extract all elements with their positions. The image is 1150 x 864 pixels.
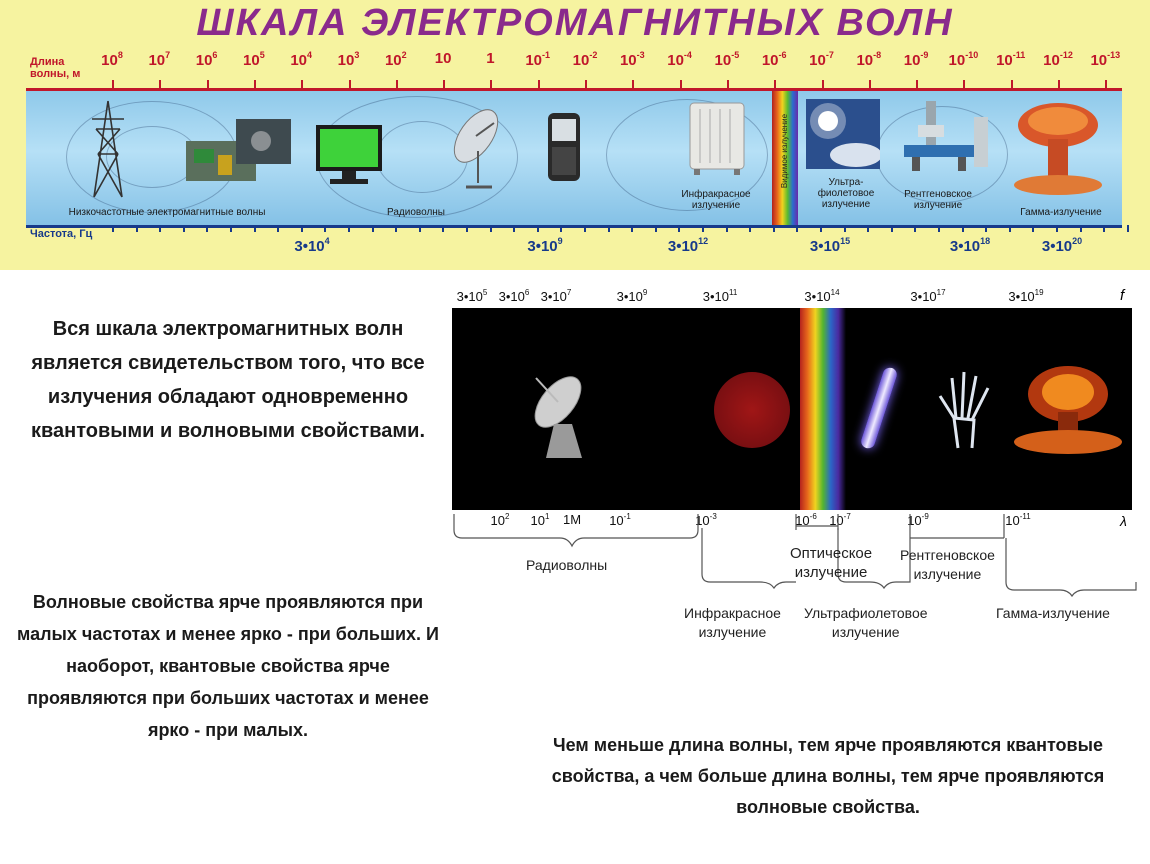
tick-mark	[1009, 225, 1011, 232]
tick-label	[617, 288, 648, 304]
tick-base: 3•10	[456, 289, 483, 304]
tick-mark	[254, 80, 256, 88]
tick-base: 10	[101, 52, 118, 69]
tick-mark	[490, 80, 492, 88]
tick-base: 10	[948, 52, 966, 69]
tick-mark	[230, 225, 232, 232]
tick-mark	[631, 225, 633, 232]
tick-mark	[867, 225, 869, 232]
tick-mark	[891, 225, 893, 232]
tick-mark	[396, 80, 398, 88]
tick-base: 10	[1005, 513, 1020, 528]
tick-label	[668, 236, 708, 255]
tick-base: 3•10	[702, 289, 729, 304]
tick-label	[1042, 236, 1082, 255]
tick-mark	[985, 225, 987, 232]
infrared-glow-icon	[714, 372, 790, 448]
tick-label	[804, 288, 839, 304]
tick-mark	[774, 80, 776, 88]
tick-label	[499, 288, 530, 304]
tick-base: 10	[695, 513, 710, 528]
tick-base: 10	[337, 52, 355, 69]
caption-xray: Рентгеновское излучение	[904, 189, 972, 211]
tick-mark	[443, 80, 445, 88]
tick-label	[762, 50, 787, 69]
tick-base: 3•10	[804, 289, 831, 304]
tick-base: 3•10	[294, 238, 325, 255]
tick-mark	[112, 225, 114, 232]
tick-base: 3•10	[910, 289, 937, 304]
tick-mark	[655, 225, 657, 232]
caption-low-frequency: Низкочастотные электромагнитные волны	[68, 207, 266, 218]
frequency-row-label: Частота, Гц	[30, 228, 93, 240]
tick-base: 10	[434, 50, 452, 67]
tick-base: 10	[1090, 52, 1108, 69]
tick-label	[949, 50, 979, 69]
spectrum-visible-band	[800, 308, 846, 510]
tick-base: 10	[609, 513, 624, 528]
tick-base: 3•10	[1041, 238, 1073, 255]
tick-mark	[466, 225, 468, 232]
tick-mark	[136, 225, 138, 232]
generator-icon	[176, 111, 296, 191]
tick-label	[148, 50, 170, 69]
tick-label	[525, 50, 550, 69]
tick-base: 3•10	[809, 238, 841, 255]
wavelength-axis-symbol: λ	[1120, 513, 1127, 529]
tick-mark	[159, 225, 161, 232]
tick-base: 1М	[562, 512, 582, 527]
tick-mark	[608, 225, 610, 232]
tick-exponent: -8	[873, 50, 882, 60]
tick-mark	[1011, 80, 1013, 88]
band-label-optical	[790, 544, 872, 582]
tick-label	[856, 50, 881, 69]
band-label-infrared	[684, 604, 781, 642]
tick-exponent: -1	[542, 50, 551, 60]
tick-base: 3•10	[1008, 289, 1035, 304]
tick-mark	[537, 225, 539, 232]
tick-mark	[1080, 225, 1082, 232]
tick-mark	[442, 225, 444, 232]
tick-base: 10	[856, 52, 874, 69]
tick-base: 10	[243, 52, 260, 69]
tick-mark	[183, 225, 185, 232]
tick-base: 10	[525, 52, 543, 69]
sun-sky-icon	[806, 99, 880, 169]
tick-mark	[419, 225, 421, 232]
xray-machine-icon	[896, 97, 996, 177]
caption-infrared: Инфракрасное излучение	[681, 189, 751, 211]
tick-base: 10	[809, 52, 826, 69]
tick-mark	[678, 225, 680, 232]
tick-label	[996, 50, 1025, 69]
caption-radio: Радиоволны	[387, 207, 445, 218]
tick-label	[1008, 288, 1043, 304]
tick-label	[620, 50, 645, 69]
tick-mark	[773, 225, 775, 232]
wavelength-label-line1: Длина	[30, 56, 65, 68]
spectrum-band	[26, 88, 1122, 228]
tick-mark	[372, 225, 374, 232]
poster-title: ШКАЛА ЭЛЕКТРОМАГНИТНЫХ ВОЛН	[196, 2, 954, 44]
tick-label	[715, 50, 740, 69]
tick-base: 10	[490, 513, 506, 528]
tick-exponent: -6	[809, 512, 817, 521]
tick-exponent: 17	[936, 288, 946, 297]
tick-label	[457, 288, 488, 304]
tick-exponent: 4	[324, 236, 330, 246]
text-block-quantum-wave: Вся шкала электромагнитных волн является свидетельством того, что все излучения обладают одновременно квантовыми и волновыми свойствами.	[30, 318, 426, 442]
tick-mark	[277, 225, 279, 232]
tick-exponent: -7	[843, 512, 851, 521]
tick-exponent: 9	[642, 288, 648, 297]
tick-mark	[513, 225, 515, 232]
tick-mark	[324, 225, 326, 232]
tick-label	[290, 50, 312, 69]
tick-mark	[584, 225, 586, 232]
tick-label	[294, 236, 329, 255]
tick-base: 10	[384, 52, 402, 69]
tick-label	[541, 288, 572, 304]
tick-exponent: -1	[623, 512, 631, 521]
tick-exponent: -12	[1059, 50, 1073, 60]
power-tower-icon	[88, 99, 128, 199]
tick-exponent: 2	[505, 512, 510, 521]
tick-base: 1	[486, 50, 495, 67]
tick-mark	[395, 225, 397, 232]
tick-mark	[749, 225, 751, 232]
tick-mark	[490, 225, 492, 232]
tick-mark	[822, 80, 824, 88]
tick-exponent: 3	[354, 50, 360, 60]
tick-base: 3•10	[527, 238, 558, 255]
band-label-infrared-line2: излучение	[698, 624, 767, 640]
tick-label	[573, 50, 598, 69]
tick-exponent: 19	[1034, 288, 1044, 297]
tick-base: 10	[667, 52, 684, 69]
tick-exponent: 9	[557, 236, 563, 246]
tick-exponent: 4	[307, 50, 313, 60]
tick-exponent: 11	[728, 288, 738, 297]
nuclear-explosion-icon	[1010, 97, 1106, 197]
tick-exponent: -9	[920, 50, 929, 60]
mobile-phone-icon	[546, 111, 582, 183]
tick-base: 10	[619, 52, 637, 69]
tick-mark	[1056, 225, 1058, 232]
tick-mark	[1127, 225, 1129, 232]
tick-label	[196, 50, 218, 69]
tick-label	[910, 288, 945, 304]
tick-mark	[632, 80, 634, 88]
tick-exponent: 7	[566, 288, 572, 297]
tick-exponent: 6	[212, 50, 218, 60]
tick-mark	[1032, 225, 1034, 232]
tick-base: 10	[530, 513, 546, 528]
tick-exponent: 14	[830, 288, 840, 297]
band-label-optical-line2: излучение	[794, 564, 868, 581]
tick-base: 10	[903, 52, 921, 69]
tick-exponent: -3	[636, 50, 645, 60]
tick-mark	[348, 225, 350, 232]
tick-exponent: 20	[1072, 236, 1083, 246]
tick-base: 3•10	[540, 289, 567, 304]
tick-mark	[844, 225, 846, 232]
text-block-wave-properties: Волновые свойства ярче проявляются при малых частотах и менее ярко - при больших. И наоборот, квантовые свойства ярче проявляются при больших частотах и менее ярко - при малых.	[16, 592, 439, 740]
tick-base: 3•10	[498, 289, 525, 304]
tick-mark	[820, 225, 822, 232]
tick-label	[1090, 50, 1120, 69]
tick-base: 3•10	[949, 238, 981, 255]
tick-exponent: 7	[165, 50, 171, 60]
tick-mark	[538, 80, 540, 88]
tick-mark	[963, 80, 965, 88]
tick-label	[527, 236, 562, 255]
tick-base: 3•10	[667, 238, 699, 255]
tick-mark	[702, 225, 704, 232]
frequency-axis-symbol: f	[1120, 287, 1125, 304]
tick-exponent: -10	[965, 50, 979, 60]
tick-mark	[560, 225, 562, 232]
tick-base: 10	[195, 52, 213, 69]
tick-mark	[301, 80, 303, 88]
tick-mark	[938, 225, 940, 232]
tick-mark	[585, 80, 587, 88]
tick-label	[809, 50, 834, 69]
tick-base: 10	[795, 513, 810, 528]
radio-telescope-icon	[524, 366, 604, 462]
tick-exponent: 8	[117, 50, 123, 60]
tick-mark	[796, 225, 798, 232]
tick-label	[950, 236, 990, 255]
band-label-xray-line2: излучение	[913, 566, 982, 582]
em-scale-poster	[0, 0, 1150, 270]
tick-mark	[349, 80, 351, 88]
tick-label	[338, 50, 360, 69]
caption-gamma: Гамма-излучение	[1020, 207, 1102, 218]
tick-exponent: 12	[698, 236, 709, 246]
tick-exponent: 1	[545, 512, 550, 521]
tick-exponent: -5	[731, 50, 740, 60]
tick-mark	[206, 225, 208, 232]
tick-mark	[1058, 80, 1060, 88]
tick-exponent: 18	[980, 236, 991, 246]
tick-label	[243, 50, 265, 69]
tick-label	[486, 50, 494, 67]
tick-mark	[254, 225, 256, 232]
radiator-icon	[686, 99, 750, 179]
tick-mark	[914, 225, 916, 232]
tick-base: 10	[829, 513, 844, 528]
tick-mark	[301, 225, 303, 232]
tick-exponent: -3	[709, 512, 717, 521]
tick-mark	[727, 80, 729, 88]
tick-exponent: -11	[1019, 512, 1031, 521]
tick-mark	[1105, 80, 1107, 88]
band-label-xray	[900, 546, 995, 584]
tick-label	[703, 288, 738, 304]
tick-exponent: -7	[825, 50, 834, 60]
visible-light-label: Видимое излучение	[780, 113, 789, 189]
band-label-ultraviolet-line2: излучение	[831, 624, 900, 640]
satellite-dish-icon	[446, 101, 516, 191]
tick-base: 10	[572, 52, 590, 69]
tick-exponent: -4	[683, 50, 692, 60]
tick-mark	[916, 80, 918, 88]
tick-exponent: 5	[482, 288, 488, 297]
tick-label	[667, 50, 692, 69]
wavelength-row-label	[30, 56, 80, 80]
tick-exponent: 5	[259, 50, 265, 60]
band-label-xray-line1: Рентгеновское	[900, 547, 995, 563]
uv-lamp-icon	[859, 366, 898, 450]
tick-label	[1043, 50, 1073, 69]
band-label-ultraviolet	[804, 604, 928, 642]
xray-hand-icon	[934, 368, 998, 452]
tick-mark	[962, 225, 964, 232]
tick-base: 10	[761, 52, 779, 69]
tick-exponent: -13	[1107, 50, 1121, 60]
tick-label	[385, 50, 407, 69]
tick-base: 10	[714, 52, 732, 69]
tick-exponent: -2	[589, 50, 598, 60]
band-label-radio: Радиоволны	[526, 557, 608, 573]
wavelength-label-line2: волны, м	[30, 68, 81, 80]
tick-exponent: 2	[401, 50, 407, 60]
tick-base: 3•10	[616, 289, 643, 304]
band-label-infrared-line1: Инфракрасное	[684, 605, 781, 621]
tick-mark	[680, 80, 682, 88]
tick-label	[101, 50, 123, 69]
tick-mark	[869, 80, 871, 88]
gamma-explosion-icon	[1012, 358, 1124, 454]
tick-exponent: 6	[524, 288, 530, 297]
tick-label	[435, 50, 452, 67]
tick-base: 10	[907, 513, 922, 528]
tick-label	[904, 50, 929, 69]
text-block-wavelength-relation: Чем меньше длина волны, тем ярче проявляются квантовые свойства, а чем больше длина волны, тем ярче проявляются волновые свойства.	[551, 735, 1105, 817]
tick-exponent: -6	[778, 50, 787, 60]
tick-mark	[207, 80, 209, 88]
tick-base: 10	[1043, 52, 1060, 69]
band-label-ultraviolet-line1: Ультрафиолетовое	[804, 605, 928, 621]
tick-exponent: -11	[1012, 50, 1026, 60]
tick-exponent: 15	[840, 236, 851, 246]
tick-mark	[1103, 225, 1105, 232]
tick-base: 10	[996, 52, 1013, 69]
tick-label	[810, 236, 850, 255]
tick-mark	[726, 225, 728, 232]
tv-icon	[314, 123, 384, 187]
tick-base: 10	[148, 52, 166, 69]
tick-mark	[112, 80, 114, 88]
spectrum-dark-panel	[452, 308, 1132, 510]
tick-exponent: -9	[921, 512, 929, 521]
band-label-gamma: Гамма-излучение	[996, 605, 1110, 621]
tick-base: 10	[290, 52, 308, 69]
band-label-optical-line1: Оптическое	[790, 545, 873, 562]
tick-mark	[159, 80, 161, 88]
caption-ultraviolet: Ультра- фиолетовое излучение	[817, 177, 875, 210]
